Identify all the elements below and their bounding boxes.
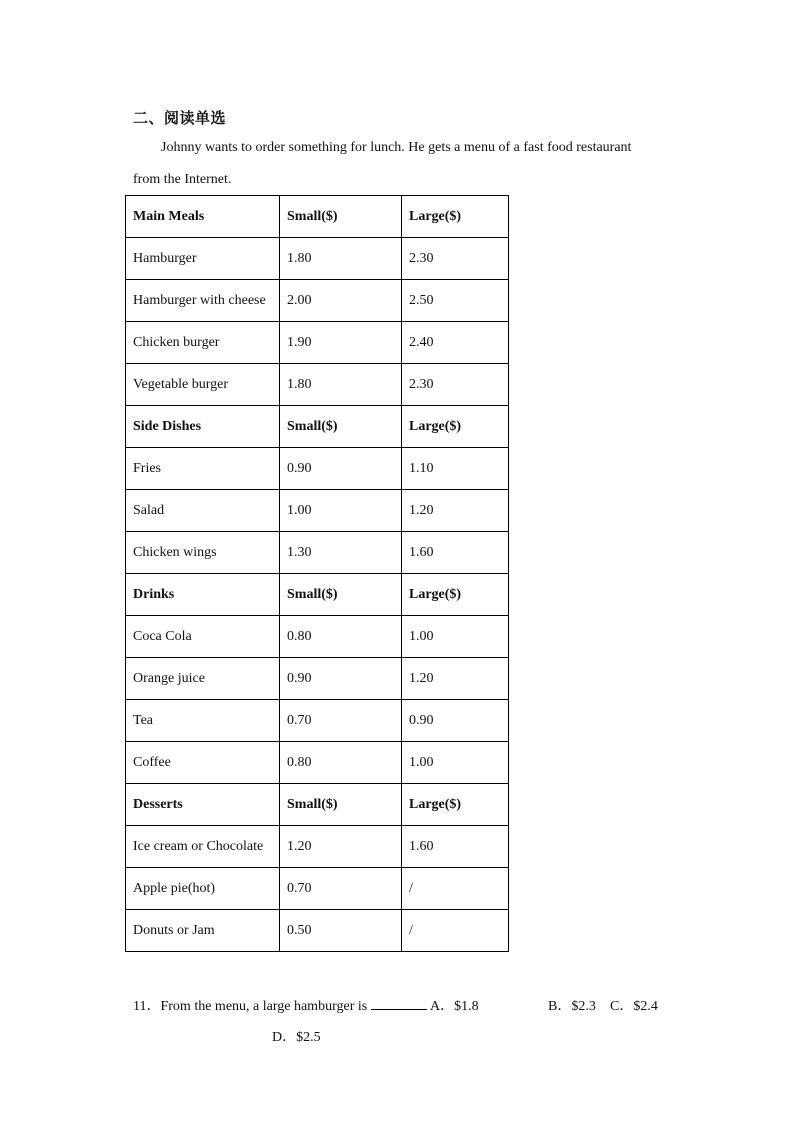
menu-item-name: Apple pie(hot) <box>126 868 280 910</box>
menu-header-cell: Small($) <box>280 574 402 616</box>
menu-item-large-price: / <box>402 868 509 910</box>
menu-item-name: Donuts or Jam <box>126 910 280 952</box>
menu-item-small-price: 1.80 <box>280 364 402 406</box>
menu-table <box>125 195 509 952</box>
menu-item-small-price: 1.00 <box>280 490 402 532</box>
menu-header-cell: Large($) <box>402 574 509 616</box>
menu-item-large-price: / <box>402 910 509 952</box>
menu-section-header-row <box>126 406 509 448</box>
menu-item-small-price: 0.50 <box>280 910 402 952</box>
question-text: From the menu, a large hamburger is <box>160 999 371 1014</box>
menu-item-large-price: 2.30 <box>402 364 509 406</box>
menu-item-name: Coca Cola <box>126 616 280 658</box>
menu-header-cell: Side Dishes <box>126 406 280 448</box>
menu-item-large-price: 2.50 <box>402 280 509 322</box>
menu-item-row <box>126 910 509 952</box>
option-a[interactable]: A．$1.8 <box>430 999 479 1014</box>
menu-item-small-price: 2.00 <box>280 280 402 322</box>
menu-item-small-price: 1.30 <box>280 532 402 574</box>
menu-item-small-price: 0.90 <box>280 658 402 700</box>
menu-item-large-price: 2.40 <box>402 322 509 364</box>
menu-item-small-price: 1.20 <box>280 826 402 868</box>
menu-item-name: Chicken burger <box>126 322 280 364</box>
menu-item-small-price: 1.90 <box>280 322 402 364</box>
menu-item-small-price: 0.70 <box>280 700 402 742</box>
menu-header-cell: Small($) <box>280 784 402 826</box>
menu-item-row <box>126 700 509 742</box>
menu-item-name: Vegetable burger <box>126 364 280 406</box>
option-c[interactable]: C．$2.4 <box>610 999 658 1014</box>
menu-section-header-row <box>126 784 509 826</box>
menu-item-row <box>126 322 509 364</box>
menu-item-name: Salad <box>126 490 280 532</box>
menu-item-large-price: 2.30 <box>402 238 509 280</box>
question-11-stem <box>133 995 427 1015</box>
menu-header-cell: Small($) <box>280 406 402 448</box>
menu-item-small-price: 0.80 <box>280 616 402 658</box>
menu-item-name: Tea <box>126 700 280 742</box>
menu-item-name: Hamburger with cheese <box>126 280 280 322</box>
menu-item-row <box>126 490 509 532</box>
menu-item-small-price: 1.80 <box>280 238 402 280</box>
menu-item-row <box>126 532 509 574</box>
option-d[interactable]: D．$2.5 <box>272 1030 321 1045</box>
menu-item-name: Ice cream or Chocolate <box>126 826 280 868</box>
menu-item-row <box>126 280 509 322</box>
question-number: 11． <box>133 999 161 1014</box>
menu-header-cell: Large($) <box>402 406 509 448</box>
menu-item-name: Orange juice <box>126 658 280 700</box>
menu-item-row <box>126 742 509 784</box>
intro-paragraph-line-2: from the Internet. <box>133 172 232 187</box>
menu-item-row <box>126 658 509 700</box>
menu-section-header-row <box>126 574 509 616</box>
menu-item-large-price: 1.20 <box>402 658 509 700</box>
menu-header-cell: Main Meals <box>126 196 280 238</box>
menu-section-header-row <box>126 196 509 238</box>
menu-item-name: Chicken wings <box>126 532 280 574</box>
menu-item-row <box>126 448 509 490</box>
answer-blank <box>371 996 427 1010</box>
menu-item-name: Hamburger <box>126 238 280 280</box>
menu-item-row <box>126 826 509 868</box>
intro-paragraph-line-1: Johnny wants to order something for lunch. He gets a menu of a fast food restaurant <box>161 140 632 155</box>
menu-header-cell: Small($) <box>280 196 402 238</box>
menu-header-cell: Drinks <box>126 574 280 616</box>
menu-item-large-price: 1.60 <box>402 826 509 868</box>
menu-item-large-price: 1.00 <box>402 742 509 784</box>
menu-item-large-price: 1.00 <box>402 616 509 658</box>
menu-item-row <box>126 364 509 406</box>
menu-item-large-price: 1.10 <box>402 448 509 490</box>
menu-item-small-price: 0.90 <box>280 448 402 490</box>
menu-item-row <box>126 616 509 658</box>
menu-item-large-price: 0.90 <box>402 700 509 742</box>
menu-header-cell: Desserts <box>126 784 280 826</box>
menu-item-row <box>126 868 509 910</box>
menu-item-small-price: 0.80 <box>280 742 402 784</box>
menu-item-small-price: 0.70 <box>280 868 402 910</box>
menu-item-row <box>126 238 509 280</box>
menu-item-large-price: 1.20 <box>402 490 509 532</box>
option-b[interactable]: B．$2.3 <box>548 999 596 1014</box>
section-title: 二、阅读单选 <box>133 109 227 127</box>
menu-item-large-price: 1.60 <box>402 532 509 574</box>
menu-item-name: Fries <box>126 448 280 490</box>
menu-header-cell: Large($) <box>402 196 509 238</box>
menu-item-name: Coffee <box>126 742 280 784</box>
menu-header-cell: Large($) <box>402 784 509 826</box>
